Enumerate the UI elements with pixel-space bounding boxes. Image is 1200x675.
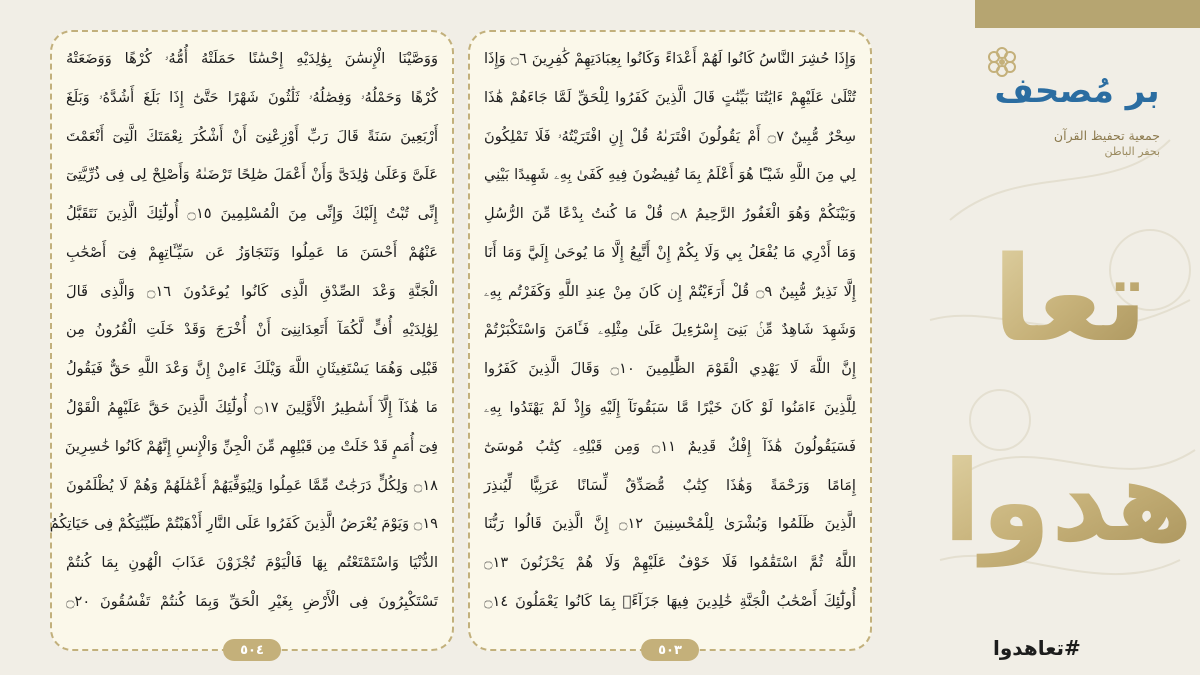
text-line: أُولَٰٓئِكَ أَصْحَٰبُ الْجَنَّةِ خَٰلِدِينَ فِيهَا جَزَآءًۢ بِمَا كَانُوا يَعْمَلُونَ ۝١٤ — [484, 592, 856, 610]
text-line: عَلَىَّ وَعَلَىٰ وَٰلِدَىَّ وَأَنْ أَعْمَلَ صَٰلِحًا تَرْضَىٰهُ وَأَصْلِحْ لِى فِى ذُرِّيَّتِىٓ — [66, 166, 438, 184]
text-line: اللَّهُ ثُمَّ اسْتَقَٰمُوا فَلَا خَوْفٌ عَلَيْهِمْ وَلَا هُمْ يَحْزَنُونَ ۝١٣ — [484, 554, 856, 572]
text-line: كُرْهًا وَحَمْلُهُۥ وَفِصَٰلُهُۥ ثَلَٰثُونَ شَهْرًا حَتَّىٰٓ إِذَا بَلَغَ أَشُدَّهُۥ وَبَلَغَ — [66, 88, 438, 106]
text-line: وَإِذَا حُشِرَ النَّاسُ كَانُوا لَهُمْ أَعْدَاءً وَكَانُوا بِعِبَادَتِهِمْ كَٰفِرِينَ ۝٦ وَإِذَا — [484, 50, 856, 67]
page-number-badge: ٥٠٤ — [223, 639, 281, 661]
text-line: مَا هَٰذَآ إِلَّآ أَسَٰطِيرُ الْأَوَّلِينَ ۝١٧ أُولَٰٓئِكَ الَّذِينَ حَقَّ عَلَيْهِمُ الْقَوْلُ — [66, 399, 438, 417]
text-line: الَّذِينَ ظَلَمُوا وَبُشْرَىٰ لِلْمُحْسِنِينَ ۝١٢ إِنَّ الَّذِينَ قَالُوا رَبُّنَا — [484, 515, 856, 533]
mushaf-page-504 — [49, 30, 454, 658]
text-line: إِنَّ اللَّهَ لَا يَهْدِي الْقَوْمَ الظَّٰلِمِينَ ۝١٠ وَقَالَ الَّذِينَ كَفَرُوا — [484, 360, 857, 378]
text-line: تَسْتَكْبِرُونَ فِى الْأَرْضِ بِغَيْرِ الْحَقِّ وَبِمَا كُنتُمْ تَفْسُقُونَ ۝٢٠ — [66, 592, 438, 610]
text-line: إِمَامًا وَرَحْمَةً وَهَٰذَا كِتَٰبٌ مُّصَدِّقٌ لِّسَانًا عَرَبِيًّا لِّيُنذِرَ — [484, 476, 856, 494]
text-line: وَشَهِدَ شَاهِدٌ مِّنۢ بَنِىٓ إِسْرَٰٓءِيلَ عَلَىٰ مِثْلِهِۦ فَـَٔامَنَ وَاسْتَكْبَرْتُمْ — [484, 321, 856, 339]
organization-location: بحفر الباطن — [1104, 145, 1160, 158]
text-line: لِي مِنَ اللَّهِ شَيْـًٔا هُوَ أَعْلَمُ بِمَا تُفِيضُونَ فِيهِ كَفَىٰ بِهِۦ شَهِيدًا بَيْنِي — [484, 166, 856, 184]
organization-name: جمعية تحفيظ القرآن — [1053, 128, 1160, 143]
top-accent-bar — [975, 0, 1200, 28]
text-line: لِلَّذِينَ ءَامَنُوا لَوْ كَانَ خَيْرًا مَّا سَبَقُونَآ إِلَيْهِ وَإِذْ لَمْ يَهْتَدُوا بِهِۦ — [484, 399, 856, 417]
text-line: سِحْرٌ مُّبِينٌ ۝٧ أَمْ يَقُولُونَ افْتَرَىٰهُ قُلْ إِنِ افْتَرَيْتُهُۥ فَلَا تَمْلِكُونَ — [484, 127, 856, 145]
campaign-title-line2: هدوا — [942, 437, 1194, 567]
text-line: لِوَٰلِدَيْهِ أُفٍّ لَّكُمَآ أَتَعِدَانِنِىٓ أَنْ أُخْرَجَ وَقَدْ خَلَتِ الْقُرُونُ مِن — [66, 321, 438, 339]
text-line: وَبَيْنَكُمْ وَهُوَ الْغَفُورُ الرَّحِيمُ ۝٨ قُلْ مَا كُنتُ بِدْعًا مِّنَ الرُّسُلِ — [484, 205, 856, 223]
page-text — [49, 42, 439, 619]
campaign-hashtag: #تعاهدوا — [993, 636, 1081, 660]
mushaf-page-503 — [468, 30, 872, 658]
text-line: قَبْلِى وَهُمَا يَسْتَغِيثَانِ اللَّهَ وَيْلَكَ ءَامِنْ إِنَّ وَعْدَ اللَّهِ حَقٌّ فَيَقُولُ — [66, 360, 438, 378]
organization-logo — [982, 40, 1160, 125]
text-line: فَسَيَقُولُونَ هَٰذَآ إِفْكٌ قَدِيمٌ ۝١١ وَمِن قَبْلِهِۦ كِتَٰبُ مُوسَىٰٓ — [484, 437, 857, 455]
text-line: أَرْبَعِينَ سَنَةً قَالَ رَبِّ أَوْزِعْنِىٓ أَنْ أَشْكُرَ نِعْمَتَكَ الَّتِىٓ أَنْعَمْتَ — [66, 127, 438, 145]
campaign-title — [942, 190, 1200, 610]
text-line: ۝١٨ وَلِكُلٍّ دَرَجَٰتٌ مِّمَّا عَمِلُوا وَلِيُوَفِّيَهُمْ أَعْمَٰلَهُمْ وَهُمْ لَا يُظْلَمُونَ — [66, 476, 438, 494]
campaign-title-line1: تعا — [992, 230, 1148, 368]
text-line: تُتْلَىٰ عَلَيْهِمْ ءَايَٰتُنَا بَيِّنَٰتٍ قَالَ الَّذِينَ كَفَرُوا لِلْحَقِّ لَمَّا جَاءَهُمْ هَٰذَا — [484, 88, 856, 106]
text-line: وَوَصَّيْنَا الْإِنسَٰنَ بِوَٰلِدَيْهِ إِحْسَٰنًا حَمَلَتْهُ أُمُّهُۥ كُرْهًا وَوَضَعَتْهُ — [66, 50, 438, 67]
page-text — [484, 42, 856, 619]
text-line: فِىٓ أُمَمٍ قَدْ خَلَتْ مِن قَبْلِهِم مِّنَ الْجِنِّ وَالْإِنسِ إِنَّهُمْ كَانُوا خَٰسِرِينَ — [64, 437, 438, 455]
text-line: الدُّنْيَا وَاسْتَمْتَعْتُم بِهَا فَالْيَوْمَ تُجْزَوْنَ عَذَابَ الْهُونِ بِمَا كُنتُمْ — [66, 554, 438, 572]
text-line: وَمَا أَدْرِي مَا يُفْعَلُ بِي وَلَا بِكُمْ إِنْ أَتَّبِعُ إِلَّا مَا يُوحَىٰ إِلَيَّ وَمَا أَنَا — [484, 243, 856, 261]
text-line: إِلَّا نَذِيرٌ مُّبِينٌ ۝٩ قُلْ أَرَءَيْتُمْ إِن كَانَ مِنْ عِندِ اللَّهِ وَكَفَرْتُم بِهِۦ — [484, 282, 856, 300]
page-number-badge: ٥٠٣ — [641, 639, 699, 661]
text-line: عَنْهُمْ أَحْسَنَ مَا عَمِلُوا وَنَتَجَاوَزُ عَن سَيِّـَٔاتِهِمْ فِىٓ أَصْحَٰبِ — [66, 243, 438, 261]
text-line: إِنِّى تُبْتُ إِلَيْكَ وَإِنِّى مِنَ الْمُسْلِمِينَ ۝١٥ أُولَٰٓئِكَ الَّذِينَ نَتَقَبَّلُ — [66, 205, 438, 223]
logo-wordmark: بر مُصحف — [994, 71, 1160, 111]
text-line: ۝١٩ وَيَوْمَ يُعْرَضُ الَّذِينَ كَفَرُوا عَلَى النَّارِ أَذْهَبْتُمْ طَيِّبَٰتِكُمْ فِى حَيَاتِكُمُ — [49, 515, 438, 533]
text-line: الْجَنَّةِ وَعْدَ الصِّدْقِ الَّذِى كَانُوا يُوعَدُونَ ۝١٦ وَالَّذِى قَالَ — [66, 282, 439, 300]
